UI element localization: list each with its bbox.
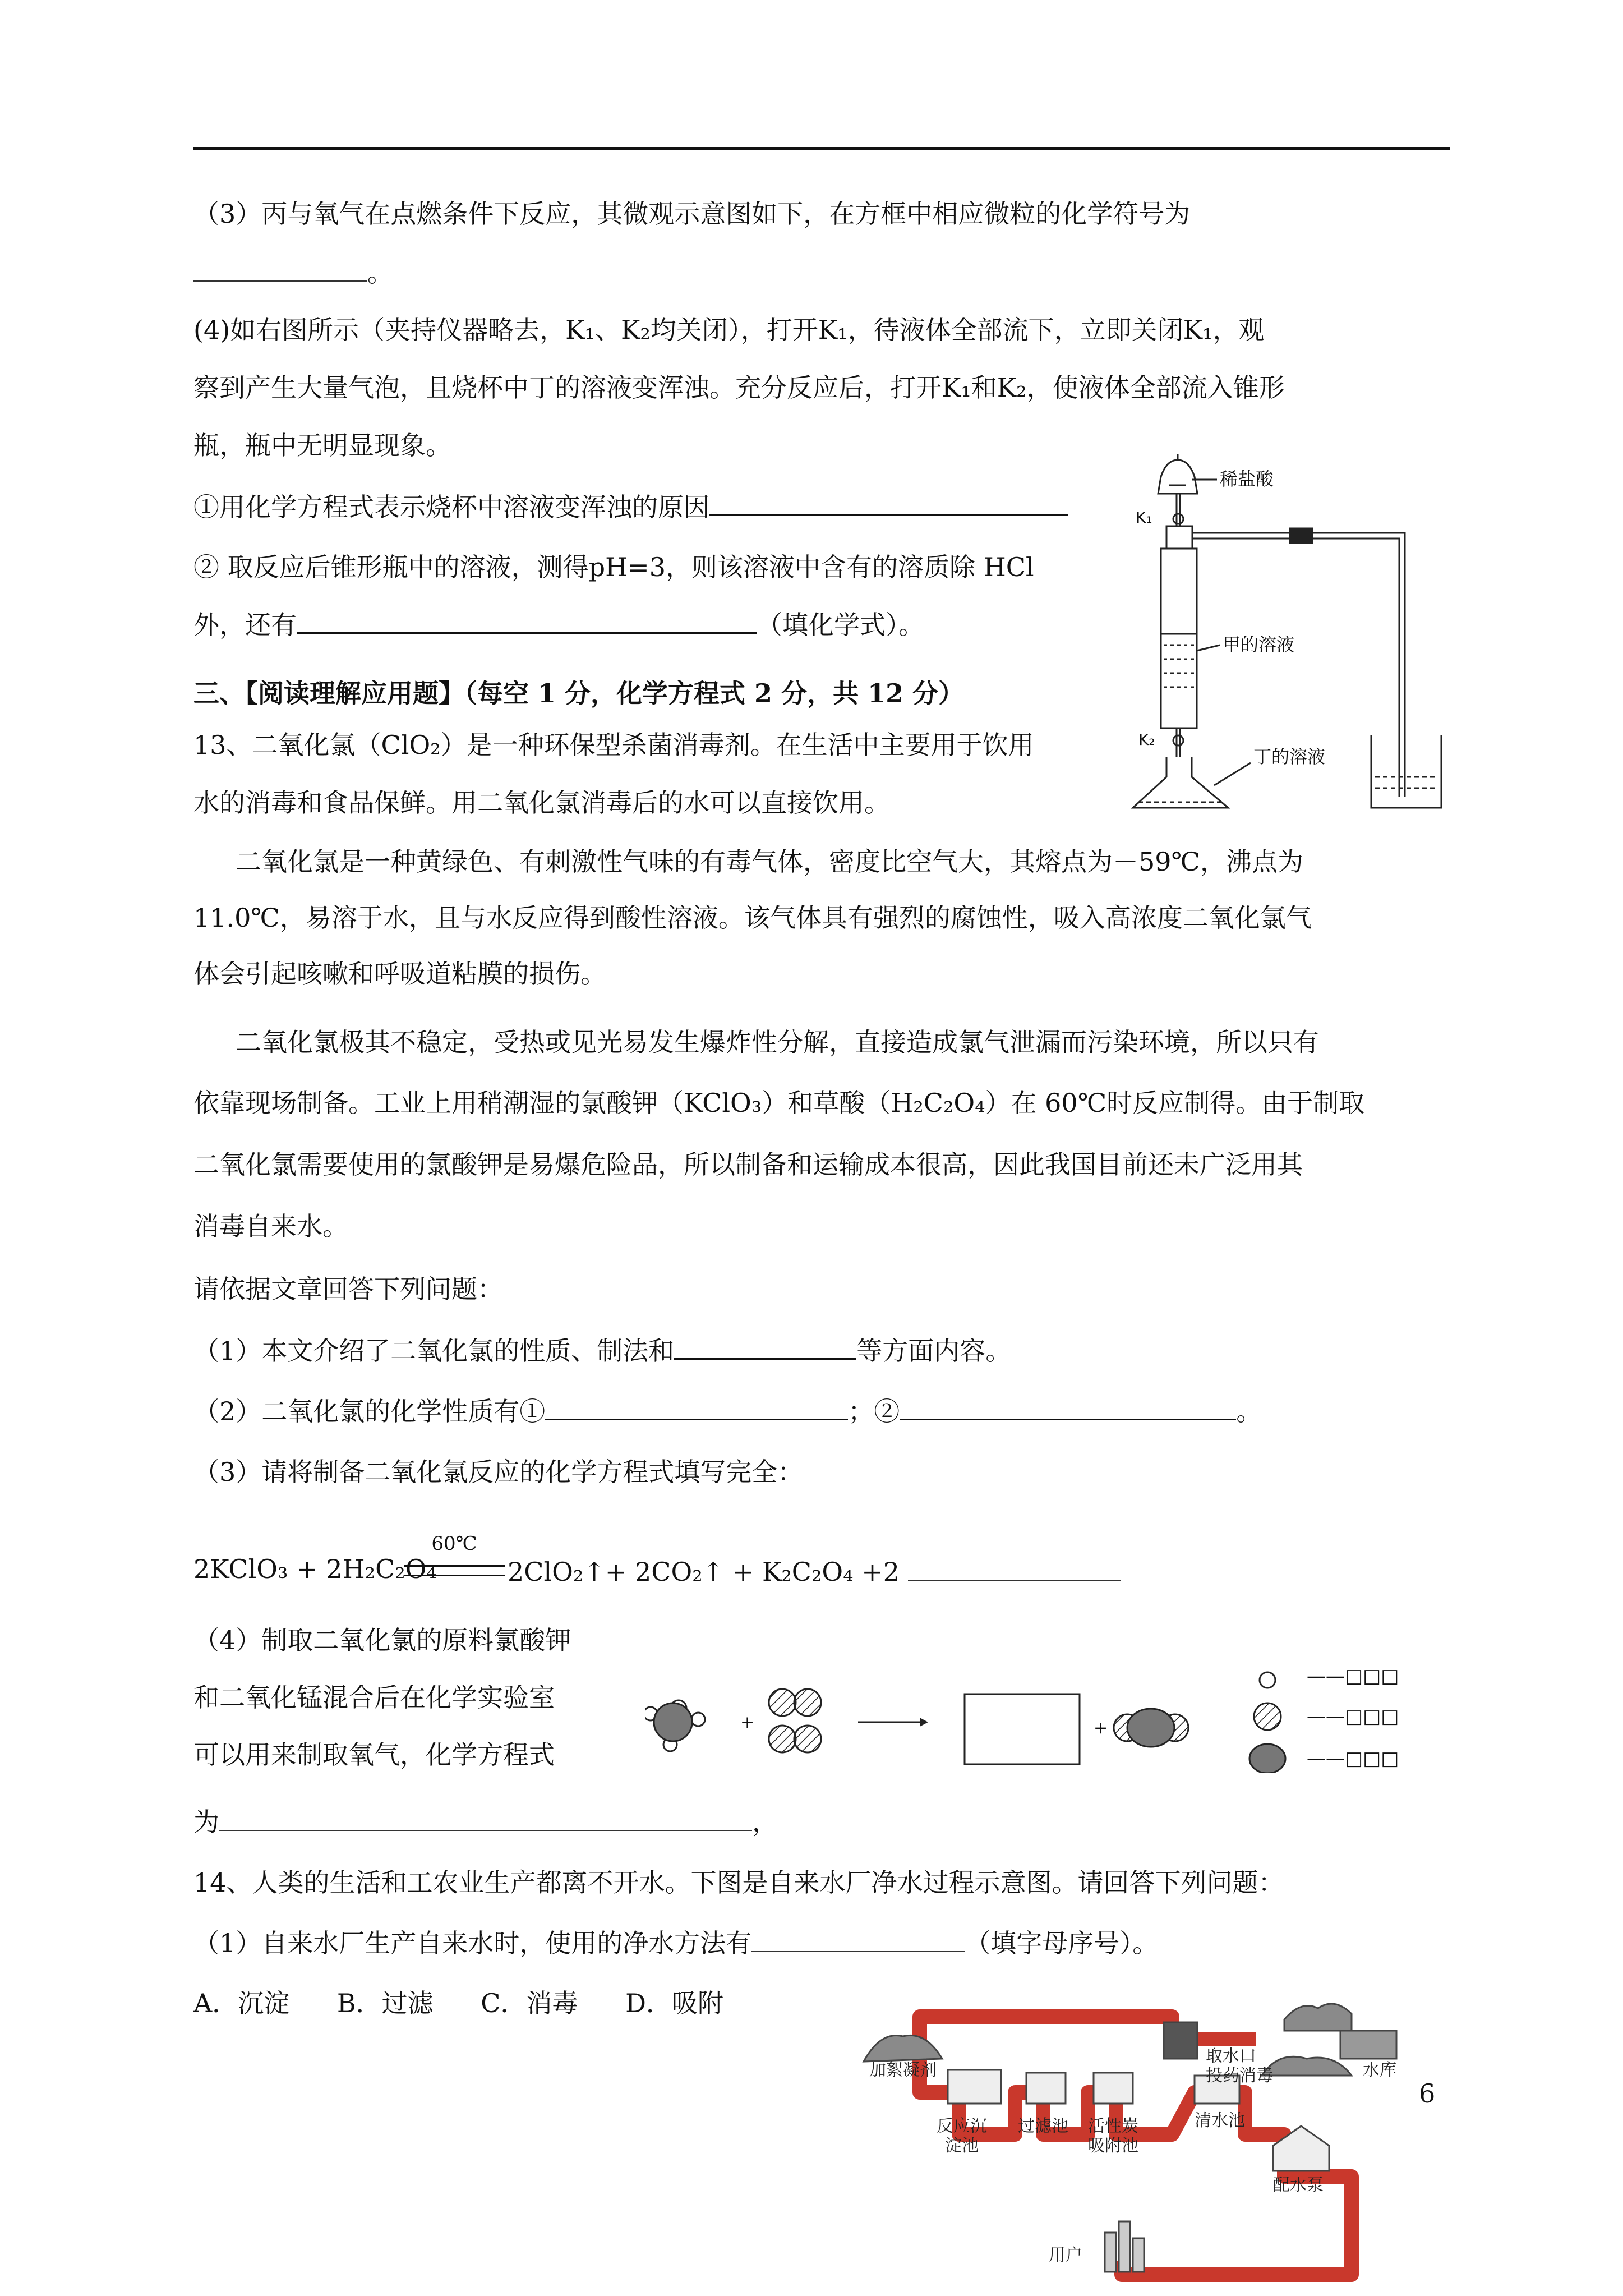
label-sedimentation-1: 反应沉 — [937, 2116, 987, 2136]
legend-label-2: ——□□□ — [1307, 1705, 1399, 1728]
label-user: 用户 — [1049, 2246, 1082, 2265]
option-c[interactable]: C．消毒 — [481, 1988, 578, 2018]
q13-sub4-line4: 为 ， — [193, 1802, 778, 1839]
svg-text:+: + — [740, 1713, 755, 1732]
waterworks-diagram — [858, 1997, 1419, 2289]
q13-para1-line3: 体会引起咳嗽和呼吸道粘膜的损伤。 — [193, 959, 606, 989]
label-k1: K₁ — [1136, 508, 1152, 527]
q13-sub4-line2: 和二氧化锰混合后在化学实验室 — [193, 1682, 555, 1713]
q12-part4-line2: 察到产生大量气泡，且烧杯中丁的溶液变浑浊。充分反应后，打开K₁和K₂，使液体全部流入锥形 — [193, 372, 1285, 403]
legend-label-3: ——□□□ — [1307, 1747, 1399, 1770]
funnel-body — [1158, 460, 1197, 494]
label-intake: 取水口 — [1206, 2046, 1256, 2066]
header-rule — [193, 147, 1450, 150]
answer-blank[interactable] — [674, 1332, 856, 1360]
page-number: 6 — [1419, 2078, 1436, 2109]
q13-intro-line2: 水的消毒和食品保鲜。用二氧化氯消毒后的水可以直接饮用。 — [193, 788, 890, 818]
answer-blank[interactable] — [908, 1554, 1121, 1581]
option-b[interactable]: B．过滤 — [336, 1988, 434, 2018]
q12-part3-line1: （3）丙与氧气在点燃条件下反应，其微观示意图如下，在方框中相应微粒的化学符号为 — [193, 199, 1191, 229]
answer-blank[interactable] — [297, 606, 757, 634]
legend-label-1: ——□□□ — [1307, 1665, 1399, 1687]
answer-blank[interactable] — [545, 1393, 848, 1420]
q12-part4-line3: 瓶，瓶中无明显现象。 — [193, 430, 451, 461]
q13-para2-line3: 二氧化氯需要使用的氯酸钾是易爆危险品，所以制备和运输成本很高，因此我国目前还未广泛用其 — [193, 1149, 1303, 1180]
label-carbon-2: 吸附池 — [1088, 2136, 1138, 2156]
q13-sub3: （3）请将制备二氧化氯反应的化学方程式填写完全： — [193, 1457, 804, 1487]
intake-pipe — [920, 2017, 1256, 2042]
q12-part4-line1: (4)如右图所示（夹持仪器略去，K₁、K₂均关闭），打开K₁，待液体全部流下，立即关闭K₁，观 — [193, 315, 1265, 345]
q14-sub1: （1）自来水厂生产自来水时，使用的净水方法有 （填字母序号）。 — [193, 1923, 1158, 1960]
label-sedimentation-2: 淀池 — [945, 2136, 979, 2156]
label-filter: 过滤池 — [1018, 2116, 1068, 2136]
answer-blank[interactable] — [193, 255, 367, 282]
q13-intro-line1: 13、二氧化氯（ClO₂）是一种环保型杀菌消毒剂。在生活中主要用于饮用 — [193, 730, 1034, 760]
svg-text:+: + — [1094, 1718, 1108, 1738]
answer-blank[interactable] — [219, 1804, 752, 1831]
q14-options — [193, 1983, 723, 2020]
label-clear-water: 清水池 — [1195, 2111, 1245, 2131]
q13-para2-line2: 依靠现场制备。工业上用稍潮湿的氯酸钾（KClO₃）和草酸（H₂C₂O₄）在 60℃时反应制得。由于制取 — [193, 1088, 1365, 1118]
section3-heading: 三、【阅读理解应用题】（每空 1 分，化学方程式 2 分，共 12 分） — [193, 678, 965, 708]
answer-blank[interactable] — [709, 489, 1068, 516]
answer-blank[interactable] — [900, 1393, 1236, 1420]
q12-part3-line2: 。 — [193, 252, 393, 289]
label-k2: K₂ — [1138, 730, 1155, 749]
label-ding-solution: 丁的溶液 — [1253, 746, 1326, 767]
equation-left: 2KClO₃ + 2H₂C₂O₄ — [193, 1554, 437, 1584]
option-a[interactable]: A．沉淀 — [193, 1988, 290, 2018]
option-d[interactable]: D．吸附 — [625, 1988, 724, 2018]
answer-blank[interactable] — [751, 1925, 965, 1952]
q13-sub2: （2）二氧化氯的化学性质有① ；② 。 — [193, 1391, 1262, 1428]
q12-sub2-line1: ② 取反应后锥形瓶中的溶液，测得pH=3，则该溶液中含有的溶质除 HCl — [193, 552, 1034, 582]
q12-sub1: ①用化学方程式表示烧杯中溶液变浑浊的原因 — [193, 487, 1068, 524]
q13-para2-line1: 二氧化氯极其不稳定，受热或见光易发生爆炸性分解，直接造成氯气泄漏而污染环境，所以只有 — [236, 1027, 1319, 1057]
apparatus-diagram — [1122, 454, 1458, 819]
equation-condition: 60℃ — [431, 1533, 477, 1555]
q13-para1-line1: 二氧化氯是一种黄绿色、有刺激性气味的有毒气体，密度比空气大，其熔点为－59℃，沸点为 — [236, 846, 1303, 877]
answer-box[interactable] — [965, 1694, 1080, 1764]
label-reservoir: 水库 — [1363, 2060, 1396, 2080]
equation-right: 2ClO₂↑+ 2CO₂↑ + K₂C₂O₄ +2 — [508, 1554, 1121, 1587]
label-dilute-hcl: 稀盐酸 — [1220, 468, 1274, 490]
label-jia-solution: 甲的溶液 — [1223, 634, 1295, 655]
label-carbon-1: 活性炭 — [1088, 2116, 1138, 2136]
label-coagulant: 加絮凝剂 — [869, 2060, 937, 2080]
label-disinfect: 投药消毒 — [1206, 2066, 1273, 2086]
q12-sub2-line2: 外，还有 （填化学式）。 — [193, 605, 924, 642]
q13-para1-line2: 11.0℃，易溶于水，且与水反应得到酸性溶液。该气体具有强烈的腐蚀性，吸入高浓度二氧化氯气 — [193, 903, 1312, 933]
q14-intro: 14、人类的生活和工农业生产都离不开水。下图是自来水厂净水过程示意图。请回答下列问题： — [193, 1867, 1284, 1898]
q13-sub4-line3: 可以用来制取氧气，化学方程式 — [193, 1740, 555, 1770]
equation-equals-sign — [404, 1565, 505, 1576]
q13-sub4-line1: （4）制取二氧化氯的原料氯酸钾 — [193, 1625, 571, 1655]
q13-para2-line4: 消毒自来水。 — [193, 1211, 348, 1241]
q13-prompt: 请依据文章回答下列问题： — [193, 1274, 503, 1304]
label-pump: 配水泵 — [1273, 2175, 1324, 2195]
q13-sub1: （1）本文介绍了二氧化氯的性质、制法和 等方面内容。 — [193, 1331, 1011, 1368]
